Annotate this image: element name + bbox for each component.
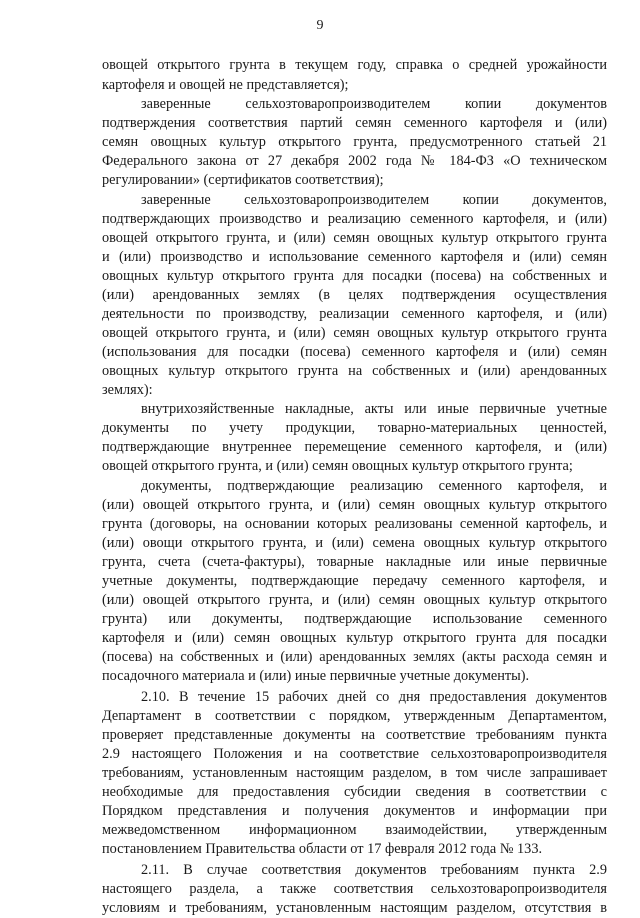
text-line: овощных культур открытого грунта на собственных и (или) арендованных (102, 363, 607, 379)
text-line: регулировании» (сертификатов соответствия); (102, 172, 384, 188)
text-line: грунта, счета (счета-фактуры), товарные накладные или иные первичные (102, 554, 607, 570)
text-line: (или) овощей открытого грунта, и (или) семян овощных культур открытого (102, 592, 607, 608)
text-line: настоящего раздела, а также соответствия сельхозтоваропроизводителя (102, 881, 607, 897)
text-line: документы, подтверждающие реализацию семенного картофеля, и (141, 478, 607, 494)
text-line: постановлением Правительства области от 17 февраля 2012 года № 133. (102, 841, 543, 857)
text-line: Федерального закона от 27 декабря 2002 года № 184-ФЗ «О техническом (102, 153, 607, 169)
text-line: овощей открытого грунта, и (или) семян овощных культур открытого грунта (102, 325, 607, 341)
text-line: требованиям, установленным настоящим разделом, в том числе запрашивает (102, 765, 607, 781)
text-line: деятельности по производству, реализации семенного картофеля, и (или) (102, 306, 607, 322)
text-line: картофеля и овощей не представляется); (102, 77, 349, 93)
text-line: овощных культур открытого грунта для посадки (посева) на собственных и (102, 268, 607, 284)
text-line: (или) овощи открытого грунта, и (или) семена овощных культур открытого (102, 535, 607, 551)
text-line: Департамент в соответствии с порядком, утвержденным Департаментом, (102, 708, 607, 724)
text-line: 2.11. В случае соответствия документов требованиям пункта 2.9 (141, 862, 607, 878)
text-line: 2.9 настоящего Положения и на соответствие сельхозтоваропроизводителя (102, 746, 607, 762)
text-line: землях): (102, 382, 153, 398)
text-line: посадочного материала и (или) иные первичные учетные документы). (102, 668, 530, 684)
text-line: учетные документы, подтверждающие передачу семенного картофеля, и (102, 573, 607, 589)
text-line: грунта (договоры, на основании которых реализованы семенной картофель, и (102, 516, 607, 532)
text-line: картофеля и (или) семян овощных культур открытого грунта для посадки (102, 630, 607, 646)
text-line: заверенные сельхозтоваропроизводителем копии документов, (141, 192, 607, 208)
text-line: (или) овощей открытого грунта, и (или) семян овощных культур открытого (102, 497, 607, 513)
text-line: (посева) на собственных и (или) арендованных землях (акты расхода семян и (102, 649, 607, 665)
text-line: подтверждающие внутреннее перемещение семенного картофеля, и (или) (102, 439, 607, 455)
text-line: и (или) производство и использование семенного картофеля и (или) семян (102, 249, 607, 265)
text-line: семян овощных культур открытого грунта, предусмотренного статьей 21 (102, 134, 607, 150)
text-line: овощей открытого грунта, и (или) семян овощных культур открытого грунта (102, 230, 607, 246)
text-line: грунта) или документы, подтверждающие использование семенного (102, 611, 607, 627)
text-line: подтверждения соответствия партий семян семенного картофеля и (или) (102, 115, 607, 131)
text-line: (или) арендованных землях (в целях подтверждения осуществления (102, 287, 607, 303)
text-line: проверяет представленные документы на соответствие требованиям пункта (102, 727, 607, 743)
text-line: овощей открытого грунта, и (или) семян овощных культур открытого грунта; (102, 458, 573, 474)
text-line: подтверждающих производство и реализацию семенного картофеля, и (или) (102, 211, 607, 227)
text-line: документы по учету продукции, товарно-материальных ценностей, (102, 420, 607, 436)
text-line: условиям и требованиям, установленным настоящим разделом, отсутствия в (102, 900, 607, 916)
text-line: необходимые для предоставления субсидии сведения в соответствии с (102, 784, 607, 800)
page-number: 9 (316, 18, 324, 33)
text-line: заверенные сельхозтоваропроизводителем копии документов (141, 96, 607, 112)
text-line: 2.10. В течение 15 рабочих дней со дня предоставления документов (141, 689, 607, 705)
text-line: Порядком представления и получения документов и информации при (102, 803, 607, 819)
text-line: межведомственном информационном взаимодействии, утвержденным (102, 822, 607, 838)
text-line: внутрихозяйственные накладные, акты или иные первичные учетные (141, 401, 607, 417)
text-line: (использования для посадки (посева) семенного картофеля и (или) семян (102, 344, 607, 360)
text-line: овощей открытого грунта в текущем году, справка о средней урожайности (102, 57, 607, 73)
